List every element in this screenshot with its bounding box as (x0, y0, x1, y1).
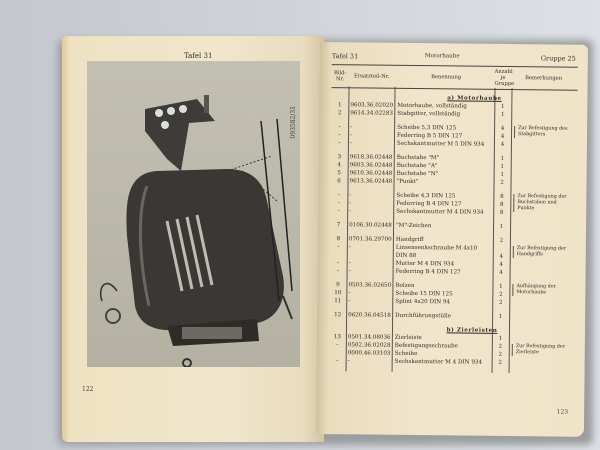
remark-cell (510, 179, 571, 188)
quantity-cell: 1 (500, 155, 505, 162)
quantity-cell: 1 (500, 163, 505, 170)
part-number-cell: 9603.36.02020 (350, 102, 394, 109)
header-anzahl: Anzahl je Gruppe (494, 68, 515, 88)
remark-cell (511, 141, 572, 150)
bild-cell: - (336, 342, 339, 349)
name-cell: Zierleiste (394, 334, 422, 342)
remark-cell (511, 111, 572, 120)
remark-cell (509, 313, 570, 322)
quantity-cell: 1 (498, 335, 503, 342)
bild-cell: 8 (336, 236, 341, 243)
name-cell: Buchstabe "N" (396, 170, 439, 178)
name-cell: Buchstabe "M" (396, 154, 440, 162)
table-body (329, 88, 578, 368)
part-number-cell: 0502.36.02028 (347, 342, 391, 349)
bild-cell (330, 251, 347, 259)
quantity-cell: 1 (498, 313, 503, 320)
quantity-cell: 4 (499, 253, 504, 260)
handle-part (106, 309, 120, 323)
bild-cell: 12 (334, 312, 342, 319)
bild-cell: 1 (338, 102, 342, 109)
name-cell: Sechskantmutter M 5 DIN 934 (396, 140, 485, 148)
quantity-cell: 8 (499, 209, 504, 216)
name-cell: Handgriff (395, 236, 424, 244)
part-number-cell: - (349, 140, 352, 147)
name-cell: Sechskantmutter M 4 DIN 934 (394, 358, 483, 366)
bild-cell (329, 349, 346, 357)
part-number-cell: - (349, 200, 352, 207)
bild-cell: - (337, 192, 340, 199)
name-cell: Buchstabe "A" (396, 162, 438, 170)
bild-cell: - (337, 200, 340, 207)
bild-cell: - (338, 124, 341, 131)
remark-note: Zur Befestigung des Stabgitters (514, 126, 568, 139)
part-number-cell: 9603.36.02448 (349, 162, 393, 169)
bild-cell: - (338, 132, 341, 139)
left-page (62, 36, 324, 442)
name-cell: Federring B 4 DIN 127 (395, 268, 461, 276)
part-number-cell: 0501.34.08036 (347, 334, 391, 341)
table-row (331, 109, 577, 120)
remark-cell (509, 299, 570, 308)
quantity-cell: 1 (501, 103, 505, 110)
table-row (330, 267, 576, 278)
bild-cell: 5 (337, 170, 341, 177)
section-title: Motorhaube (424, 53, 460, 60)
name-cell: Federring B 4 DIN 127 (396, 200, 462, 208)
parts-table (329, 64, 578, 368)
name-cell: "Punkt" (396, 178, 419, 186)
exploded-view-illustration (87, 61, 300, 367)
remark-note: Zur Befestigung der Zierleiste (512, 344, 566, 357)
quantity-cell: 2 (499, 291, 503, 298)
page-number-left: 122 (82, 386, 94, 393)
name-cell: Federring B 5 DIN 127 (396, 132, 463, 140)
quantity-cell: 4 (500, 125, 505, 132)
section-heading-text: a) Motorhaube (447, 95, 502, 102)
part-number-cell: 0503.36.02650 (348, 282, 392, 289)
bild-cell: 13 (333, 334, 342, 341)
page-number-right: 123 (556, 408, 569, 416)
part-number-cell: - (349, 192, 352, 199)
plate-title: Tafel 31 (184, 52, 213, 60)
part-number-cell: 0701.36.29700 (348, 236, 392, 243)
part-number-cell: - (348, 260, 351, 267)
quantity-cell: 2 (498, 351, 503, 358)
table-row (329, 311, 575, 322)
drawing-number: 093582/31 (290, 106, 297, 139)
name-cell: Mutter M 4 DIN 934 (395, 260, 455, 268)
name-cell: Befestigungsschraube (394, 342, 458, 350)
quantity-cell: 8 (500, 193, 504, 200)
table-header (332, 64, 578, 91)
name-cell: Linsensenkschraube M 4x10 (395, 244, 478, 252)
quantity-cell: 4 (499, 269, 503, 276)
table-row (331, 139, 577, 150)
part-number-cell: - (348, 290, 351, 297)
name-cell: Sechskantmutter M 4 DIN 934 (396, 208, 484, 216)
bild-cell: - (338, 140, 341, 147)
quantity-cell: 4 (499, 261, 503, 268)
remark-cell (510, 209, 571, 218)
bild-cell: - (337, 268, 340, 275)
bild-cell: 9 (336, 282, 340, 289)
part-number-cell: - (349, 208, 352, 215)
header-bild: Bild-Nr. (334, 70, 347, 83)
bild-cell: 11 (334, 298, 342, 305)
part-number-cell: - (348, 298, 351, 305)
quantity-cell: 1 (499, 223, 504, 230)
bild-cell: 4 (337, 162, 342, 169)
bild-cell: 7 (336, 222, 341, 229)
header-ersatzteil: Ersatzteil-Nr. (354, 73, 390, 80)
name-cell: DIN 88 (395, 252, 417, 260)
quantity-cell: 8 (499, 201, 504, 208)
part-number-cell: 0106.30.02448 (349, 222, 392, 229)
quantity-cell: 2 (498, 343, 503, 350)
bild-cell: 6 (337, 178, 341, 185)
remark-note: Aufhängung der Motorhaube (512, 284, 566, 297)
remark-cell (510, 223, 571, 232)
quantity-cell: 2 (500, 179, 504, 186)
name-cell: Scheibe (394, 350, 418, 358)
bild-cell: - (336, 358, 339, 365)
quantity-cell (493, 245, 510, 253)
group-label: Gruppe 25 (540, 54, 576, 63)
remark-cell (509, 359, 570, 368)
header-benennung: Benennung (431, 74, 462, 81)
name-cell: Motorhaube, vollständig (397, 102, 467, 110)
part-number-cell: - (348, 244, 351, 251)
part-number-cell: 9614.34.02283 (350, 110, 394, 117)
name-cell: "M"-Zeichen (396, 222, 432, 230)
name-cell: Scheibe 5,3 DIN 125 (397, 124, 457, 132)
part-number-cell: - (347, 358, 350, 365)
name-cell: Durchführungstülle (395, 312, 452, 320)
quantity-cell: 4 (500, 141, 505, 148)
part-number-cell: - (350, 124, 353, 131)
bild-cell: 2 (337, 110, 342, 117)
part-number-cell: - (349, 132, 352, 139)
part-number-cell: 0000.46.03103 (347, 350, 391, 357)
engine-hood-drawing (87, 61, 300, 367)
name-cell: Scheibe 4,3 DIN 125 (396, 192, 456, 200)
part-number-cell: 9613.36.02448 (349, 178, 393, 185)
bild-cell: 10 (334, 290, 342, 297)
bild-cell: 3 (337, 154, 342, 161)
remark-note: Zur Befestigung der Handgriffe (513, 246, 567, 259)
name-cell: Stabgitter, vollständig (397, 110, 461, 118)
quantity-cell: 1 (500, 111, 505, 118)
quantity-cell: 2 (498, 299, 503, 306)
quantity-cell: 2 (499, 237, 504, 244)
part-number-cell: 9610.36.02448 (349, 170, 393, 177)
bolt-part (204, 95, 209, 113)
bild-cell: - (337, 260, 340, 267)
part-number-cell: 9618.36.02448 (349, 154, 393, 161)
right-page (316, 42, 588, 437)
quantity-cell: 1 (500, 171, 504, 178)
plate-label: Tafel 31 (331, 52, 359, 61)
name-cell: Bolzen (395, 282, 415, 290)
table-row (329, 297, 575, 308)
bild-cell: - (337, 244, 340, 251)
table-row (329, 357, 575, 368)
remark-cell (510, 269, 571, 278)
part-number-cell: 0620.36.04518 (348, 312, 391, 319)
section-heading-text: b) Zierleisten (446, 327, 498, 334)
name-cell: Splint 4x20 DIN 94 (395, 298, 451, 306)
quantity-cell: 1 (499, 283, 503, 290)
remark-note: Zur Befestigung der Buchstaben und Punkte (513, 194, 567, 213)
table-row (331, 177, 577, 188)
bild-cell: - (337, 208, 340, 215)
header-bemerkungen: Bemerkungen (525, 75, 563, 82)
part-number-cell: - (348, 268, 351, 275)
table-row (330, 207, 576, 218)
quantity-cell: 4 (500, 133, 505, 140)
quantity-cell: 2 (498, 359, 502, 366)
table-row (330, 221, 576, 232)
name-cell: Scheibe 15 DIN 125 (395, 290, 453, 298)
